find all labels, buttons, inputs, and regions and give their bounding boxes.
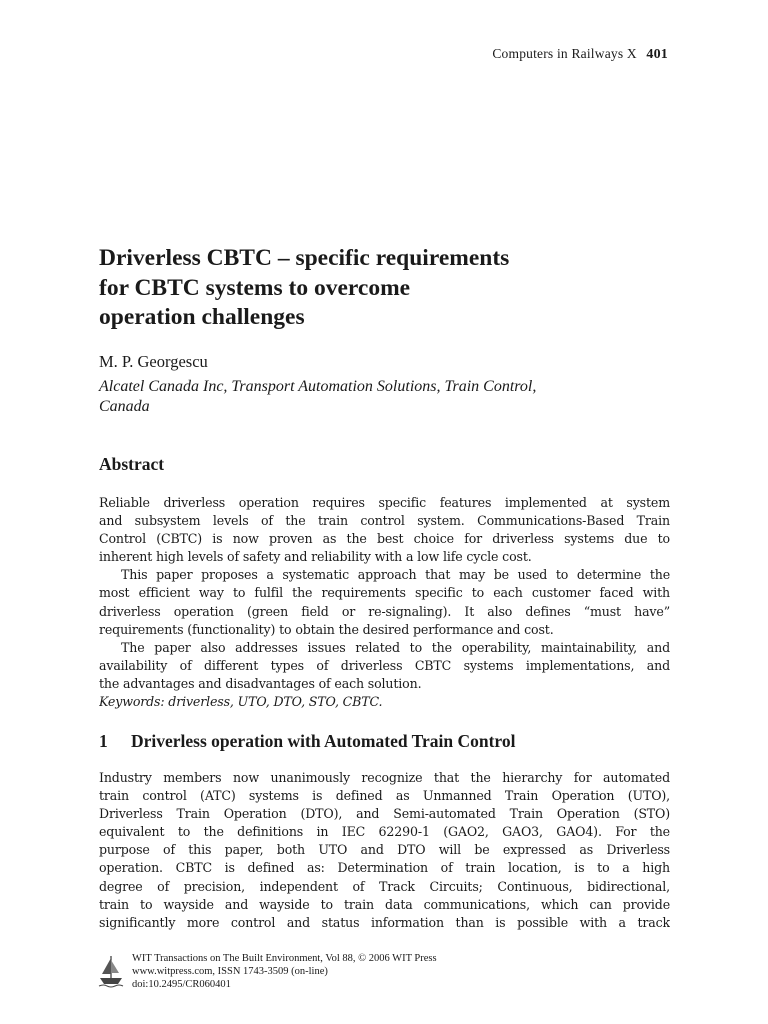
section-heading [99,731,516,752]
section-line: Industry members now unanimously recognize that the hierarchy for automated [99,770,670,785]
section-body [99,769,670,932]
abstract-line: Reliable driverless operation requires specific features implemented at system [99,495,670,510]
abstract-line: This paper proposes a systematic approach that may be used to determine the [121,567,670,583]
abstract-line: driverless operation (green field or re-signaling). It also defines “must have” [99,603,670,619]
affiliation-line: Canada [99,398,150,415]
abstract-heading: Abstract [99,454,165,474]
section-line: train to wayside and wayside to train data communications, which can provide [99,896,670,912]
section-number: 1 [99,731,108,751]
journal-name: Computers in Railways X [492,46,637,61]
wit-press-ship-logo-icon [98,954,124,988]
title-line: operation challenges [99,304,305,330]
section-line: Driverless Train Operation (DTO), and Semi-automated Train Operation (STO) [99,806,670,822]
abstract-line: inherent high levels of safety and reliability with a low life cycle cost. [99,549,532,565]
abstract-line: and subsystem levels of the train control system. Communications-Based Train [99,513,670,529]
paper-title [99,244,659,333]
abstract-line: Control (CBTC) is now proven as the best choice for driverless systems due to [99,531,670,547]
section-line: train control (ATC) systems is defined as Unmanned Train Operation (UTO), [99,788,670,804]
abstract-line: The paper also addresses issues related to the operability, maintainability, and [121,639,670,655]
footer-website-issn: www.witpress.com, ISSN 1743-3509 (on-line) [132,966,328,977]
section-line: equivalent to the definitions in IEC 62290-1 (GAO2, GAO3, GAO4). For the [99,824,670,840]
abstract-line: requirements (functionality) to obtain the desired performance and cost. [99,621,554,637]
section-line: significantly more control and status information than is possible with a track [99,914,670,930]
author-affiliation [99,377,659,417]
author-name: M. P. Georgescu [99,352,208,371]
footer-doi: doi:10.2495/CR060401 [132,979,231,990]
abstract-line: availability of different types of driverless CBTC systems implementations, and [99,657,670,673]
section-line: operation. CBTC is defined as: Determination of train location, is to a high [99,860,670,876]
footer-citation: WIT Transactions on The Built Environment, Vol 88, © 2006 WIT Press [132,953,437,964]
abstract-line: most efficient way to fulfil the requirements specific to each customer faced with [99,585,670,601]
running-header [492,46,668,63]
footer-text [132,952,437,991]
section-line: degree of precision, independent of Track Circuits; Continuous, bidirectional, [99,878,670,894]
keywords: Keywords: driverless, UTO, DTO, STO, CBTC. [99,694,383,710]
abstract-body [99,494,670,711]
title-line: for CBTC systems to overcome [99,274,411,301]
page-number: 401 [646,47,668,62]
section-title: Driverless operation with Automated Train Control [131,731,516,751]
abstract-line: the advantages and disadvantages of each solution. [99,675,422,691]
section-line: purpose of this paper, both UTO and DTO will be expressed as Driverless [99,842,670,858]
publisher-footer [98,952,437,991]
title-line: Driverless CBTC – specific requirements [99,245,510,271]
affiliation-line: Alcatel Canada Inc, Transport Automation Solutions, Train Control, [99,378,537,395]
